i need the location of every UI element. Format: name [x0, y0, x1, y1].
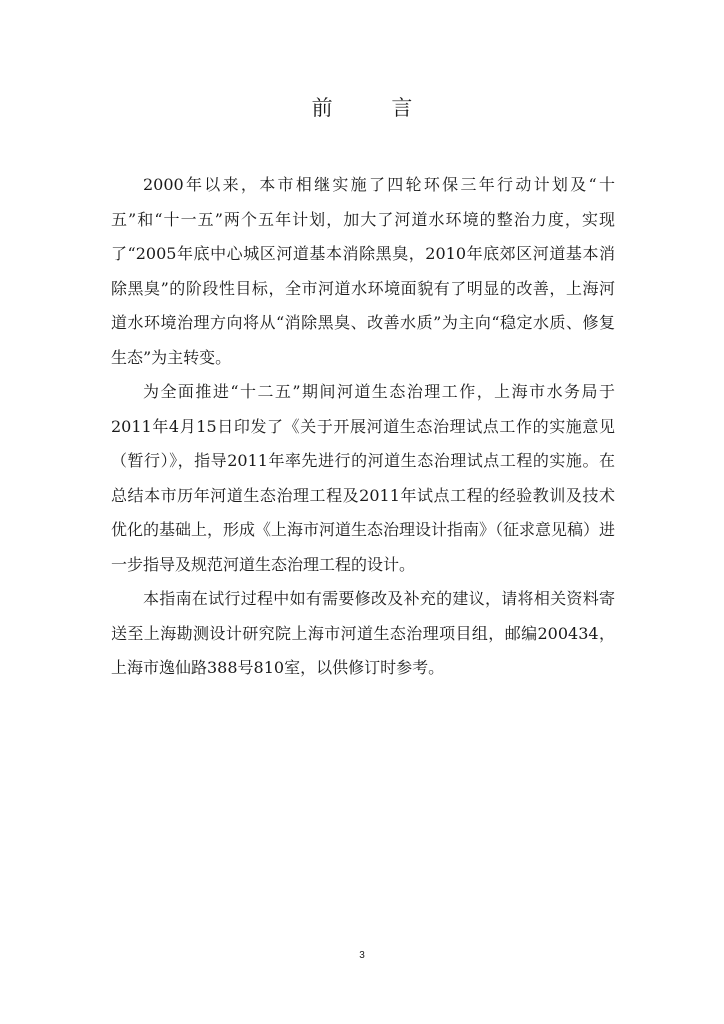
- paragraph-2: 为全面推进“十二五”期间河道生态治理工作，上海市水务局于2011年4月15日印发了《关于开展河道生态治理试点工作的实施意见（暂行）》，指导2011年率先进行的河道生态治理试点工程的实施。在总结本市历年河道生态治理工程及2011年试点工程的经验教训及技术优化的基础上，形成《上海市河道生态治理设计指南》（征求意见稿）进一步指导及规范河道生态治理工程的设计。: [111, 382, 616, 574]
- paragraph-3: 本指南在试行过程中如有需要修改及补充的建议，请将相关资料寄送至上海勘测设计研究院上海市河道生态治理项目组，邮编200434，上海市逸仙路388号810室，以供修订时参考。: [111, 589, 615, 677]
- page-title: 前 言: [311, 96, 439, 120]
- body-text: [111, 168, 615, 686]
- page-number: 3: [359, 950, 365, 961]
- paragraph-1: 2000年以来，本市相继实施了四轮环保三年行动计划及“十五”和“十一五”两个五年计划，加大了河道水环境的整治力度，实现了“2005年底中心城区河道基本消除黑臭，2010年底郊区河道基本消除黑臭”的阶段性目标，全市河道水环境面貌有了明显的改善，上海河道水环境治理方向将从“消除黑臭、改善水质”为主向“稳定水质、修复生态”为主转变。: [111, 175, 615, 367]
